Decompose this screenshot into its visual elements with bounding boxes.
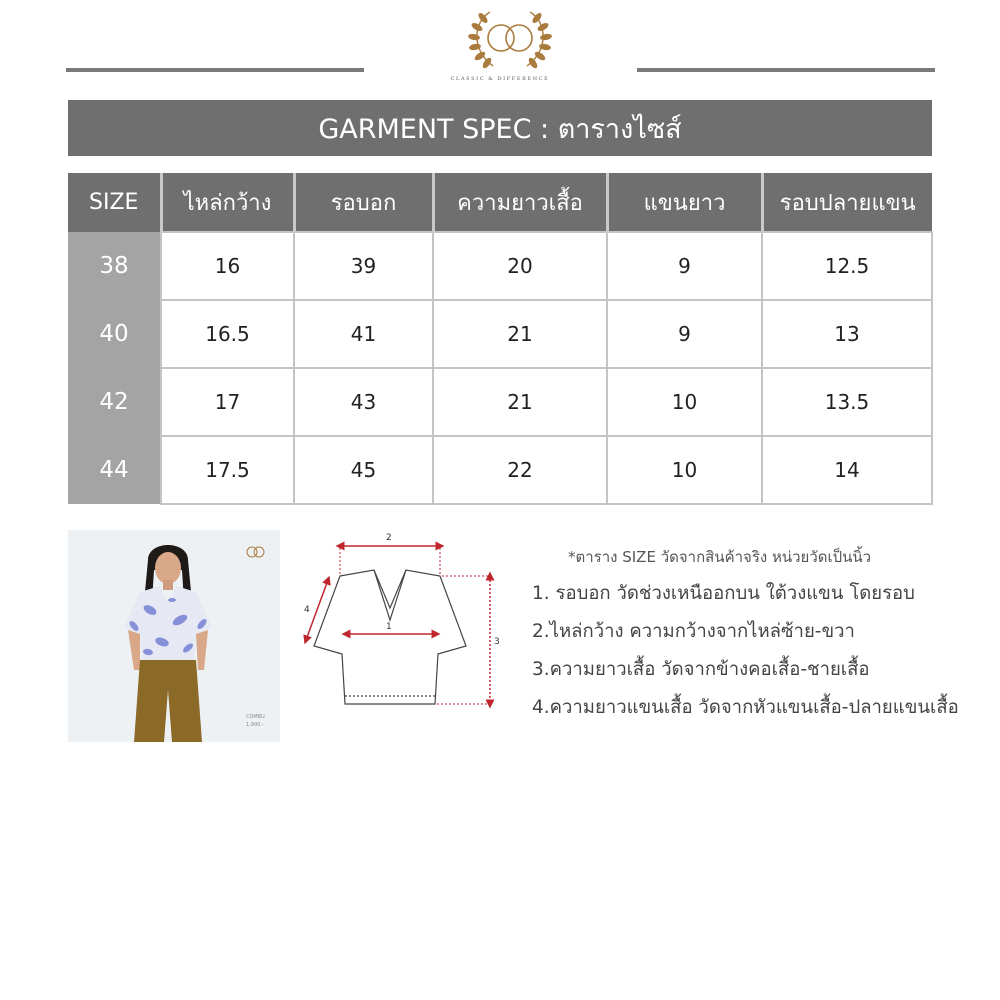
brand-logo: [455, 0, 565, 84]
size-cell: 38: [68, 232, 161, 300]
notes-heading: *ตาราง SIZE วัดจากสินค้าจริง หน่วยวัดเป็นนิ้ว: [568, 548, 872, 566]
column-header-shoulder: ไหล่กว้าง: [161, 173, 294, 232]
diagram-label-1: 1: [386, 622, 392, 632]
top-divider-right: [637, 68, 935, 72]
cuff-cell: 14: [762, 436, 932, 504]
sleeve-cell: 9: [607, 232, 762, 300]
size-table: [68, 173, 933, 505]
column-header-cuff: รอบปลายแขน: [762, 173, 932, 232]
table-row: [68, 368, 932, 436]
table-row: [68, 436, 932, 504]
length-cell: 21: [433, 300, 607, 368]
column-header-size: SIZE: [68, 173, 161, 232]
chest-cell: 39: [294, 232, 433, 300]
chest-cell: 41: [294, 300, 433, 368]
table-row: [68, 232, 932, 300]
page-title: GARMENT SPEC : ตารางไซส์: [68, 100, 932, 156]
length-cell: 21: [433, 368, 607, 436]
size-cell: 42: [68, 368, 161, 436]
size-cell: 40: [68, 300, 161, 368]
shoulder-cell: 17.5: [161, 436, 294, 504]
cuff-cell: 13: [762, 300, 932, 368]
measurement-diagram: [290, 528, 520, 712]
size-cell: 44: [68, 436, 161, 504]
chest-cell: 45: [294, 436, 433, 504]
brand-tagline: CLASSIC & DIFFERENCE: [450, 76, 550, 82]
column-header-length: ความยาวเสื้อ: [433, 173, 607, 232]
product-photo: [68, 530, 280, 742]
diagram-label-2: 2: [386, 533, 392, 543]
diagram-label-3: 3: [494, 637, 500, 647]
length-cell: 20: [433, 232, 607, 300]
note-item-shoulder: 2.ไหล่กว้าง ความกว้างจากไหล่ซ้าย-ขวา: [532, 621, 855, 642]
note-item-sleeve: 4.ความยาวแขนเสื้อ วัดจากหัวแขนเสื้อ-ปลายแขนเสื้อ: [532, 697, 959, 718]
note-item-length: 3.ความยาวเสื้อ วัดจากข้างคอเสื้อ-ชายเสื้อ: [532, 659, 870, 680]
shoulder-cell: 17: [161, 368, 294, 436]
sleeve-cell: 10: [607, 436, 762, 504]
cuff-cell: 13.5: [762, 368, 932, 436]
chest-cell: 43: [294, 368, 433, 436]
photo-caption-code: COMBU: [246, 714, 265, 720]
sleeve-cell: 9: [607, 300, 762, 368]
photo-caption-price: 1,900.-: [246, 722, 264, 728]
column-header-sleeve: แขนยาว: [607, 173, 762, 232]
table-header-row: [68, 173, 932, 232]
measurement-notes: [532, 545, 992, 731]
table-row: [68, 300, 932, 368]
shoulder-cell: 16.5: [161, 300, 294, 368]
note-item-chest: 1. รอบอก วัดช่วงเหนืออกบน ใต้วงแขน โดยรอบ: [532, 583, 915, 604]
blouse-outline: [314, 570, 466, 704]
column-header-chest: รอบอก: [294, 173, 433, 232]
diagram-label-4: 4: [304, 605, 310, 615]
cuff-cell: 12.5: [762, 232, 932, 300]
top-divider-left: [66, 68, 364, 72]
sleeve-cell: 10: [607, 368, 762, 436]
length-cell: 22: [433, 436, 607, 504]
shoulder-cell: 16: [161, 232, 294, 300]
